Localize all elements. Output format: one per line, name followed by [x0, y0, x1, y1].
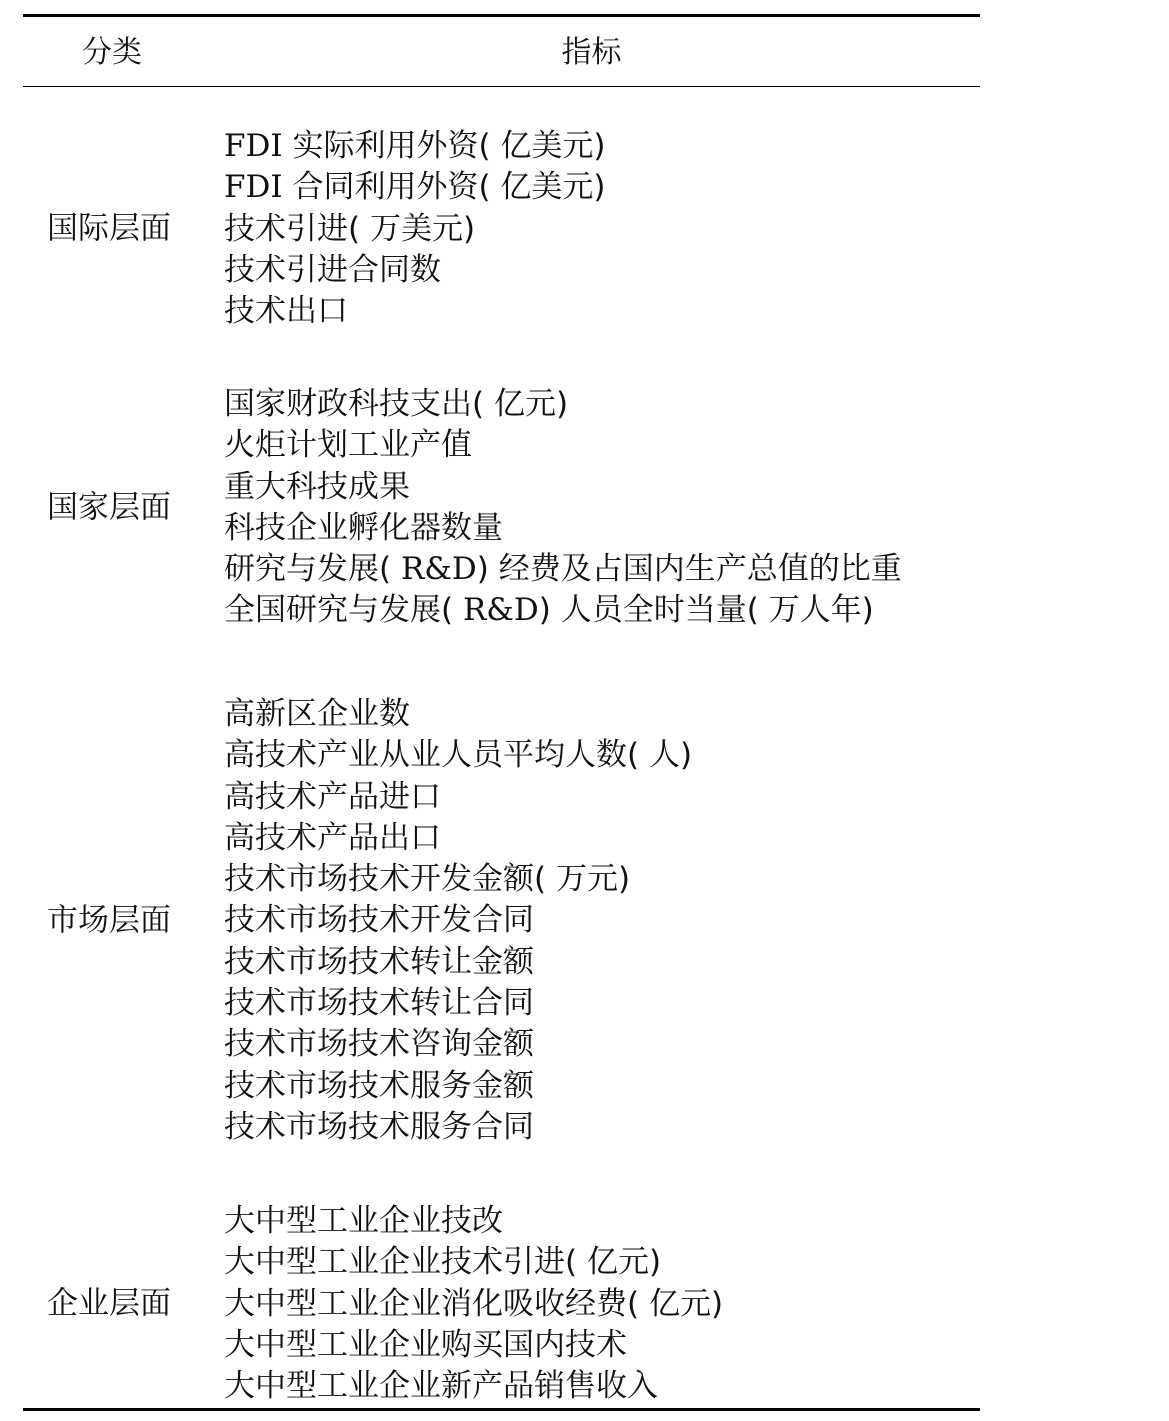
indicator-item: 国家财政科技支出( 亿元) [224, 386, 569, 422]
indicator-item: 技术出口 [224, 293, 348, 330]
table-bottom-rule [23, 1408, 980, 1411]
group-enterprise [0, 1201, 1169, 1408]
indicator-item: FDI 合同利用外资( 亿美元) [224, 169, 606, 206]
indicator-item: 科技企业孵化器数量 [224, 509, 503, 546]
category-label: 国家层面 [47, 489, 171, 526]
indicator-item: 高技术产业从业人员平均人数( 人) [224, 737, 693, 774]
table-top-rule [23, 14, 980, 17]
indicator-item: 技术市场技术转让金额 [224, 943, 534, 980]
indicator-item: 高新区企业数 [224, 696, 410, 732]
indicator-item: 技术市场技术开发合同 [224, 902, 534, 939]
indicator-item: 大中型工业企业新产品销售收入 [224, 1368, 658, 1405]
indicator-list [224, 1201, 723, 1407]
indicator-item: 重大科技成果 [224, 468, 410, 505]
table-header-rule [23, 86, 980, 87]
header-category: 分类 [82, 35, 142, 70]
indicator-item: 大中型工业企业购买国内技术 [224, 1326, 627, 1363]
indicator-item: FDI 实际利用外资( 亿美元) [224, 128, 606, 164]
indicator-item: 大中型工业企业技术引进( 亿元) [224, 1244, 662, 1281]
category-label: 国际层面 [47, 210, 171, 247]
indicator-item: 技术市场技术咨询金额 [224, 1026, 534, 1063]
indicator-item: 技术市场技术转让合同 [224, 985, 534, 1022]
group-national [0, 384, 1169, 632]
indicator-item: 技术引进( 万美元) [224, 210, 476, 247]
indicator-item: 大中型工业企业技改 [224, 1203, 503, 1239]
indicator-item: 研究与发展( R&D) 经费及占国内生产总值的比重 [224, 551, 902, 588]
indicator-item: 全国研究与发展( R&D) 人员全时当量( 万人年) [224, 592, 874, 629]
indicator-item: 高技术产品出口 [224, 819, 441, 856]
header-indicator: 指标 [561, 35, 622, 70]
indicator-item: 技术市场技术服务合同 [224, 1108, 534, 1145]
group-market [0, 694, 1169, 1148]
category-label: 市场层面 [47, 902, 171, 939]
indicator-list [224, 694, 692, 1148]
indicator-item: 技术市场技术服务金额 [224, 1067, 534, 1104]
indicator-item: 高技术产品进口 [224, 778, 441, 815]
indicator-item: 火炬计划工业产值 [224, 427, 472, 464]
category-label: 企业层面 [47, 1285, 171, 1322]
indicator-item: 大中型工业企业消化吸收经费( 亿元) [224, 1285, 724, 1322]
indicator-item: 技术市场技术开发金额( 万元) [224, 861, 631, 898]
indicator-list [224, 126, 606, 332]
group-international [0, 126, 1169, 333]
indicator-item: 技术引进合同数 [224, 251, 441, 288]
indicator-list [224, 384, 902, 632]
